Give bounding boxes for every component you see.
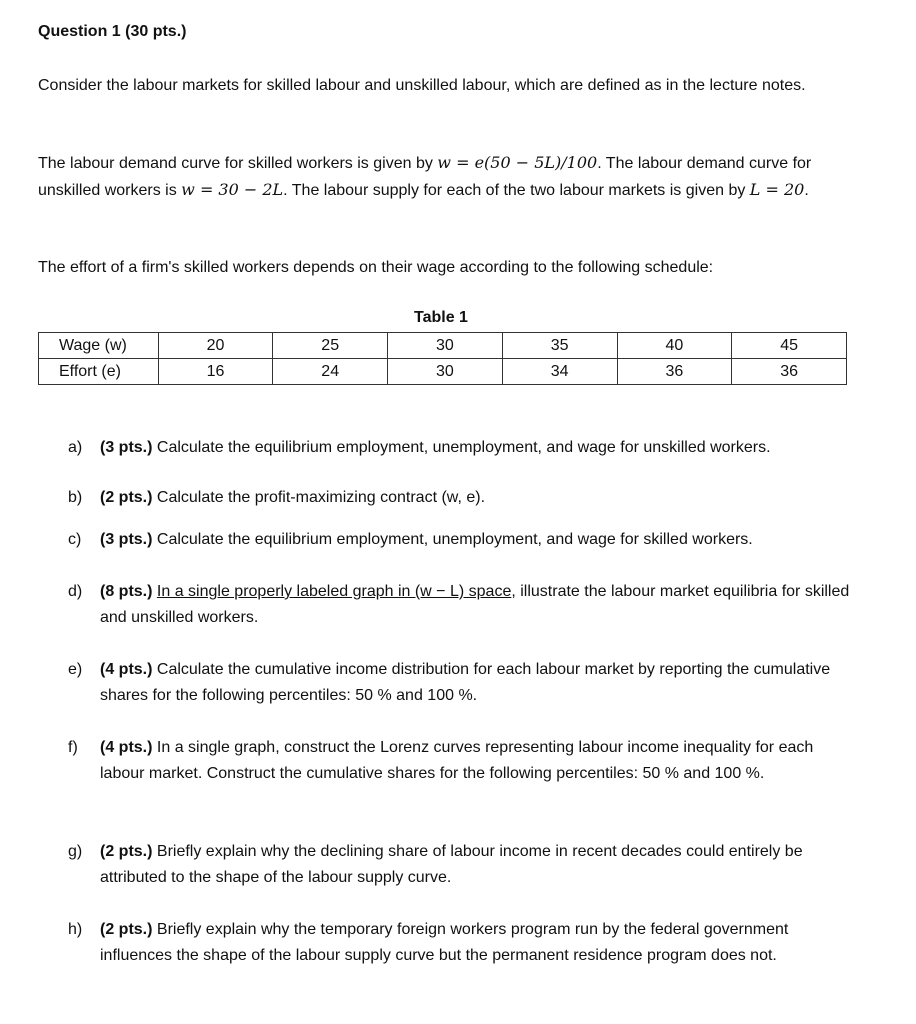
question-label: d) [68, 583, 83, 600]
question-text: Calculate the equilibrium employment, unemployment, and wage for unskilled workers. [152, 439, 771, 456]
skilled-demand-equation: w = e(50 − 5L)/100 [437, 153, 598, 172]
question-label: b) [68, 489, 83, 506]
question-points: (3 pts.) [100, 531, 153, 548]
question-points: (4 pts.) [100, 739, 153, 756]
table-cell: 36 [732, 359, 847, 385]
question-h [68, 917, 858, 969]
question-f [68, 735, 858, 787]
row-label-effort: Effort (e) [39, 359, 159, 385]
demand-paragraph [38, 150, 838, 204]
question-label: c) [68, 531, 82, 548]
question-text: , illustrate the labour market equilibria for skilled and unskilled workers. [100, 583, 850, 626]
row-label-wage: Wage (w) [39, 333, 159, 359]
table-cell: 36 [617, 359, 732, 385]
demand-text-2: . The labour demand curve for unskilled workers is [38, 155, 812, 199]
question-points: (3 pts.) [100, 439, 153, 456]
unskilled-demand-equation: w = 30 − 2L [181, 180, 284, 199]
table-cell: 16 [158, 359, 273, 385]
question-points: (2 pts.) [100, 489, 153, 506]
table-cell: 25 [273, 333, 388, 359]
question-b [68, 485, 858, 511]
question-title: Question 1 (30 pts.) [38, 23, 187, 40]
table-cell: 45 [732, 333, 847, 359]
question-label: h) [68, 921, 83, 938]
table-row-wage [39, 333, 847, 359]
question-text: In a single graph, construct the Lorenz curves representing labour income inequality for each labour market. Construct the cumulative shares for the following percentiles: 50 % and 100 %. [100, 739, 814, 782]
question-text: Briefly explain why the declining share of labour income in recent decades could entirely be attributed to the shape of the labour supply curve. [100, 843, 803, 886]
table-cell: 24 [273, 359, 388, 385]
question-points: (2 pts.) [100, 921, 153, 938]
question-label: e) [68, 661, 83, 678]
wage-effort-table [38, 332, 847, 385]
question-text: Calculate the cumulative income distribution for each labour market by reporting the cumulative shares for the following percentiles: 50 % and 100 %. [100, 661, 831, 704]
table-caption: Table 1 [414, 309, 468, 326]
table-cell: 20 [158, 333, 273, 359]
demand-text-3: . The labour supply for each of the two labour markets is given by [283, 182, 750, 199]
table-cell: 30 [388, 333, 503, 359]
question-a [68, 435, 858, 461]
question-label: a) [68, 439, 83, 456]
intro-paragraph: Consider the labour markets for skilled labour and unskilled labour, which are defined as in the lecture notes. [38, 77, 806, 94]
effort-paragraph: The effort of a firm's skilled workers depends on their wage according to the following schedule: [38, 259, 714, 276]
question-label: g) [68, 843, 83, 860]
demand-text-4: . [804, 182, 809, 199]
question-points: (8 pts.) [100, 583, 153, 600]
table-cell: 35 [502, 333, 617, 359]
question-c [68, 527, 858, 553]
table-row-effort [39, 359, 847, 385]
table-cell: 40 [617, 333, 732, 359]
question-g [68, 839, 858, 891]
question-d [68, 579, 858, 631]
question-text: Briefly explain why the temporary foreign workers program run by the federal government influences the shape of the labour supply curve but the permanent residence program does not. [100, 921, 789, 964]
question-label: f) [68, 739, 78, 756]
question-underlined-text: In a single properly labeled graph in (w − L) space [156, 583, 512, 600]
question-e [68, 657, 858, 709]
question-text: Calculate the equilibrium employment, unemployment, and wage for skilled workers. [152, 531, 753, 548]
table-cell: 34 [502, 359, 617, 385]
question-text: Calculate the profit-maximizing contract (w, e). [152, 489, 486, 506]
question-points: (2 pts.) [100, 843, 153, 860]
demand-text-1: The labour demand curve for skilled workers is given by [38, 155, 438, 172]
labour-supply-equation: L = 20 [749, 180, 805, 199]
question-points: (4 pts.) [100, 661, 153, 678]
table-cell: 30 [388, 359, 503, 385]
